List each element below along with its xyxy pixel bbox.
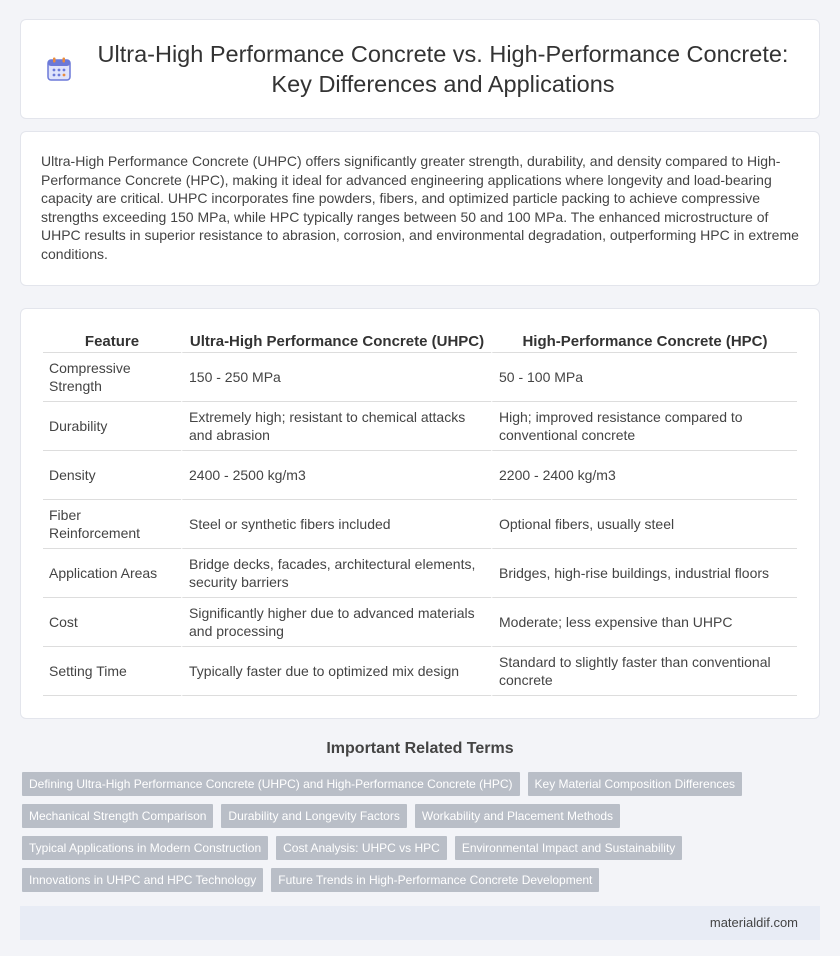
related-terms-list bbox=[22, 772, 818, 892]
uhpc-cell: Steel or synthetic fibers included bbox=[181, 500, 491, 549]
table-row bbox=[43, 598, 797, 647]
related-term-link[interactable]: Mechanical Strength Comparison bbox=[22, 804, 213, 828]
feature-cell: Fiber Reinforcement bbox=[43, 500, 181, 549]
uhpc-cell: Extremely high; resistant to chemical attacks and abrasion bbox=[181, 402, 491, 451]
table-row bbox=[43, 549, 797, 598]
feature-cell: Compressive Strength bbox=[43, 353, 181, 402]
page-title: Ultra-High Performance Concrete vs. High-Performance Concrete: Key Differences and Applications bbox=[97, 41, 789, 97]
hpc-cell: Bridges, high-rise buildings, industrial floors bbox=[491, 549, 797, 598]
uhpc-cell: Typically faster due to optimized mix design bbox=[181, 647, 491, 696]
table-row bbox=[43, 647, 797, 696]
related-term-link[interactable]: Workability and Placement Methods bbox=[415, 804, 620, 828]
hpc-cell: High; improved resistance compared to conventional concrete bbox=[491, 402, 797, 451]
related-term-link[interactable]: Innovations in UHPC and HPC Technology bbox=[22, 868, 263, 892]
related-term-link[interactable]: Durability and Longevity Factors bbox=[221, 804, 406, 828]
related-term-link[interactable]: Cost Analysis: UHPC vs HPC bbox=[276, 836, 447, 860]
hpc-cell: Optional fibers, usually steel bbox=[491, 500, 797, 549]
hpc-cell: 50 - 100 MPa bbox=[491, 353, 797, 402]
uhpc-cell: 2400 - 2500 kg/m3 bbox=[181, 451, 491, 500]
related-term-link[interactable]: Future Trends in High-Performance Concrete Development bbox=[271, 868, 599, 892]
table-row bbox=[43, 451, 797, 500]
intro-section bbox=[20, 131, 820, 286]
hpc-cell: Standard to slightly faster than conventional concrete bbox=[491, 647, 797, 696]
feature-cell: Cost bbox=[43, 598, 181, 647]
related-term-link[interactable]: Environmental Impact and Sustainability bbox=[455, 836, 682, 860]
uhpc-cell: Bridge decks, facades, architectural elements, security barriers bbox=[181, 549, 491, 598]
uhpc-cell: 150 - 250 MPa bbox=[181, 353, 491, 402]
related-term-link[interactable]: Key Material Composition Differences bbox=[528, 772, 743, 796]
hpc-cell: 2200 - 2400 kg/m3 bbox=[491, 451, 797, 500]
site-name: materialdif.com bbox=[709, 915, 798, 931]
intro-paragraph: Ultra-High Performance Concrete (UHPC) offers significantly greater strength, durability, and density compared to High-Performance Concrete (HPC), making it ideal for advanced engineering applications where longevity and load-bearing capacity are critical. UHPC incorporates fine powders, fibers, and optimized particle packing to achieve compressive strengths exceeding 150 MPa, while HPC typically ranges between 50 and 100 MPa. The enhanced microstructure of UHPC results in superior resistance to abrasion, corrosion, and environmental degradation, outperforming HPC in extreme conditions. bbox=[41, 153, 799, 262]
table-header-row bbox=[43, 327, 797, 353]
table-row bbox=[43, 402, 797, 451]
feature-cell: Density bbox=[43, 451, 181, 500]
header-hpc: High-Performance Concrete (HPC) bbox=[491, 327, 797, 353]
page-footer bbox=[20, 906, 820, 940]
hpc-cell: Moderate; less expensive than UHPC bbox=[491, 598, 797, 647]
header-uhpc: Ultra-High Performance Concrete (UHPC) bbox=[181, 327, 491, 353]
page-header bbox=[20, 19, 820, 119]
comparison-table bbox=[43, 327, 797, 696]
header-feature: Feature bbox=[43, 327, 181, 353]
feature-cell: Setting Time bbox=[43, 647, 181, 696]
comparison-table-card bbox=[20, 308, 820, 719]
feature-cell: Application Areas bbox=[43, 549, 181, 598]
table-row bbox=[43, 353, 797, 402]
calendar-icon bbox=[45, 55, 73, 83]
feature-cell: Durability bbox=[43, 402, 181, 451]
uhpc-cell: Significantly higher due to advanced materials and processing bbox=[181, 598, 491, 647]
related-terms-title: Important Related Terms bbox=[326, 739, 514, 757]
table-row bbox=[43, 500, 797, 549]
related-term-link[interactable]: Typical Applications in Modern Construction bbox=[22, 836, 268, 860]
related-term-link[interactable]: Defining Ultra-High Performance Concrete (UHPC) and High-Performance Concrete (HPC) bbox=[22, 772, 520, 796]
